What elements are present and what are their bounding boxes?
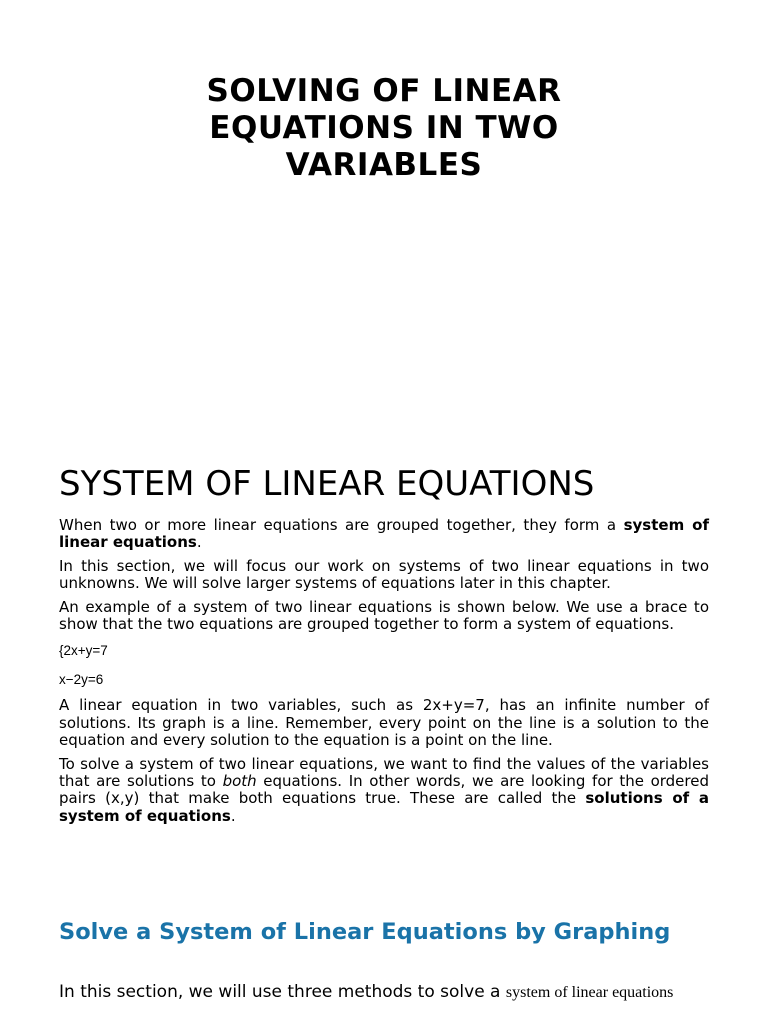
italic-term: both (222, 772, 257, 791)
section-heading: SYSTEM OF LINEAR EQUATIONS (59, 464, 595, 504)
document-title: SOLVING OF LINEAR EQUATIONS IN TWO VARIABLES (206, 73, 562, 183)
paragraph-text: equations. In other words, we are looking for the ordered pairs (x,y) that make both equations true. These are called the (59, 772, 709, 808)
bold-term: solutions of a system of equations (59, 789, 709, 825)
paragraph-definition (59, 517, 709, 552)
subheading-graphing: Solve a System of Linear Equations by Graphing (59, 919, 671, 945)
paragraph-infinite-solutions: A linear equation in two variables, such as 2x+y=7, has an infinite number of solutions. Its graph is a line. Remember, every point on the line is a solution to the equation and every solution to the equation is a point on the line. (59, 696, 709, 750)
bold-term: system of linear equations (59, 516, 709, 552)
paragraph-text: When two or more linear equations are grouped together, they form a (59, 516, 624, 534)
paragraph-focus: In this section, we will focus our work on systems of two linear equations in two unknowns. We will solve larger systems of equations later in this chapter. (59, 556, 709, 593)
equation-system (59, 639, 709, 691)
paragraph-text: To solve a system of two linear equations, we want to find the values of the variables that are solutions to (59, 754, 709, 791)
paragraph-methods (59, 982, 709, 1003)
paragraph-tail: system of linear equations (505, 984, 674, 1001)
paragraph-text: In this section, we will use three methods to solve a (59, 982, 506, 1002)
punctuation: . (196, 533, 202, 552)
equation-1: {2x+y=7 (59, 643, 108, 659)
paragraph-example: An example of a system of two linear equations is shown below. We use a brace to show that the two equations are grouped together to form a system of equations. (59, 597, 709, 634)
punctuation: . (230, 806, 236, 825)
equation-2: x−2y=6 (59, 672, 104, 688)
paragraph-solutions (59, 756, 709, 826)
body-text (59, 517, 709, 831)
